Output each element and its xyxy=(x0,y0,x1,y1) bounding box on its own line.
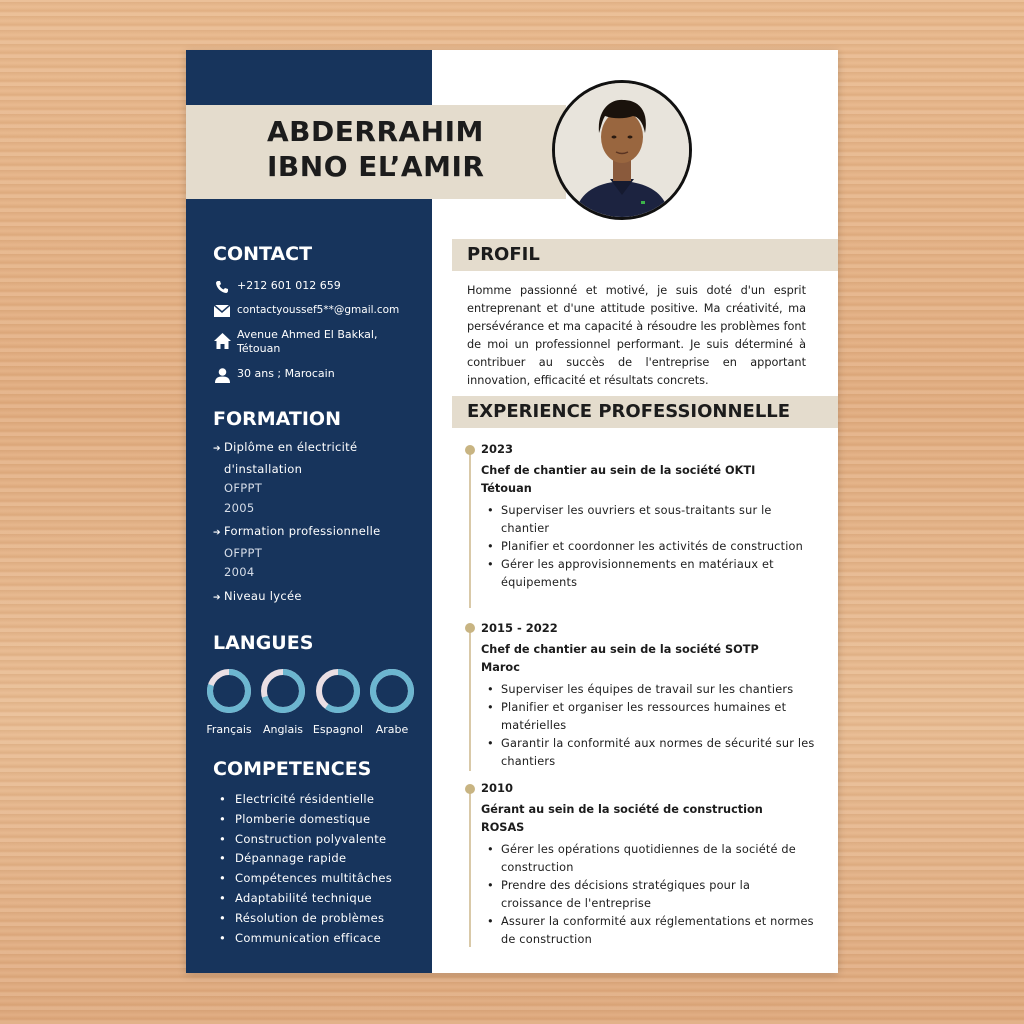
profil-title: PROFIL xyxy=(467,244,540,265)
skill-item: • Résolution de problèmes xyxy=(219,909,392,929)
contact-phone xyxy=(213,279,341,295)
skill-item: • Adaptabilité technique xyxy=(219,889,392,909)
job-title: Gérant au sein de la société de construction ROSAS xyxy=(481,803,763,834)
skill-item: • Compétences multitâches xyxy=(219,869,392,889)
arrow-icon: ➔ xyxy=(213,593,221,603)
skill-item: • Dépannage rapide xyxy=(219,849,392,869)
task-item: • Superviser les équipes de travail sur les chantiers xyxy=(485,681,815,699)
task-item: • Assurer la conformité aux réglementations et normes de construction xyxy=(485,913,815,949)
timeline-line xyxy=(469,452,471,608)
phone-icon xyxy=(213,279,231,295)
email-text: contactyoussef5**@gmail.com xyxy=(237,304,400,316)
formation-year: 2004 xyxy=(224,565,255,579)
name-line-1: ABDERRAHIM xyxy=(267,115,484,148)
arrow-icon: ➔ xyxy=(213,444,221,454)
skill-item: • Plomberie domestique xyxy=(219,810,392,830)
job-tasks xyxy=(485,841,815,949)
task-item: • Superviser les ouvriers et sous-traitants sur le chantier xyxy=(485,502,815,538)
phone-text: +212 601 012 659 xyxy=(237,279,341,292)
job-tasks xyxy=(485,502,815,592)
job-tasks xyxy=(485,681,815,771)
profil-text: Homme passionné et motivé, je suis doté d'un esprit entreprenant et d'une attitude positive. Ma créativité, ma persévérance et ma capacité à résoudre les problèmes font de moi un professionnel performant. Je suis déterminé à contribuer au succès de l'entreprise en apportant innovation, efficacité et résultats concrets. xyxy=(467,284,806,387)
job-year: 2023 xyxy=(481,442,514,456)
language-ring xyxy=(315,668,361,714)
address-text: Avenue Ahmed El Bakkal, Tétouan xyxy=(237,328,378,355)
language-label: Espagnol xyxy=(312,723,364,736)
contact-address xyxy=(213,328,377,356)
formation-title: FORMATION xyxy=(213,408,341,430)
formation-label: Niveau lycée xyxy=(224,589,302,603)
timeline-dot xyxy=(465,623,475,633)
job-title: Chef de chantier au sein de la société SOTP Maroc xyxy=(481,643,759,674)
langues-title: LANGUES xyxy=(213,632,314,654)
formation-year: 2005 xyxy=(224,500,255,515)
formation-school: OFPPT xyxy=(224,545,263,560)
task-item: • Gérer les approvisionnements en matériaux et équipements xyxy=(485,556,815,592)
language-anglais xyxy=(255,668,311,736)
profile-photo xyxy=(552,80,692,220)
formation-label: Diplôme en électricité xyxy=(224,440,358,454)
task-item: • Prendre des décisions stratégiques pour la croissance de l'entreprise xyxy=(485,877,815,913)
name-line-2: IBNO EL’AMIR xyxy=(267,150,485,183)
task-item: • Garantir la conformité aux normes de sécurité sur les chantiers xyxy=(485,735,815,771)
language-label: Français xyxy=(206,723,252,736)
timeline-dot xyxy=(465,784,475,794)
language-ring xyxy=(206,668,252,714)
language-ring xyxy=(369,668,415,714)
skills-list xyxy=(219,790,392,948)
user-icon xyxy=(213,367,231,383)
experience-title: EXPERIENCE PROFESSIONNELLE xyxy=(467,401,791,422)
language-ring xyxy=(260,668,306,714)
language-espagnol xyxy=(310,668,366,736)
timeline-line xyxy=(469,791,471,947)
formation-school: OFPPT xyxy=(224,481,263,495)
job-title: Chef de chantier au sein de la société OKTI Tétouan xyxy=(481,464,756,495)
formation-item xyxy=(213,587,302,609)
task-item: • Gérer les opérations quotidiennes de la société de construction xyxy=(485,841,815,877)
skill-item: • Electricité résidentielle xyxy=(219,790,392,810)
contact-title: CONTACT xyxy=(213,243,313,265)
home-icon xyxy=(213,328,231,354)
candidate-name xyxy=(267,114,484,184)
task-item: • Planifier et organiser les ressources humaines et matérielles xyxy=(485,699,815,735)
competences-title: COMPETENCES xyxy=(213,758,372,780)
language-label: Anglais xyxy=(262,723,304,736)
timeline-dot xyxy=(465,445,475,455)
contact-info xyxy=(213,367,335,383)
job-year: 2010 xyxy=(481,781,514,795)
skill-item: • Construction polyvalente xyxy=(219,830,392,850)
job-year: 2015 - 2022 xyxy=(481,621,558,635)
language-arabe xyxy=(364,668,420,736)
info-text: 30 ans ; Marocain xyxy=(237,367,335,380)
skill-item: • Communication efficace xyxy=(219,929,392,949)
formation-label-cont: d'installation xyxy=(224,461,303,476)
formation-label: Formation professionnelle xyxy=(224,524,381,538)
timeline-line xyxy=(469,631,471,771)
formation-item xyxy=(213,522,380,583)
contact-email xyxy=(213,303,399,319)
formation-item xyxy=(213,438,357,518)
language-label: Arabe xyxy=(375,723,409,736)
task-item: • Planifier et coordonner les activités de construction xyxy=(485,538,815,556)
arrow-icon: ➔ xyxy=(213,528,221,538)
language-francais xyxy=(201,668,257,736)
mail-icon xyxy=(213,303,231,319)
